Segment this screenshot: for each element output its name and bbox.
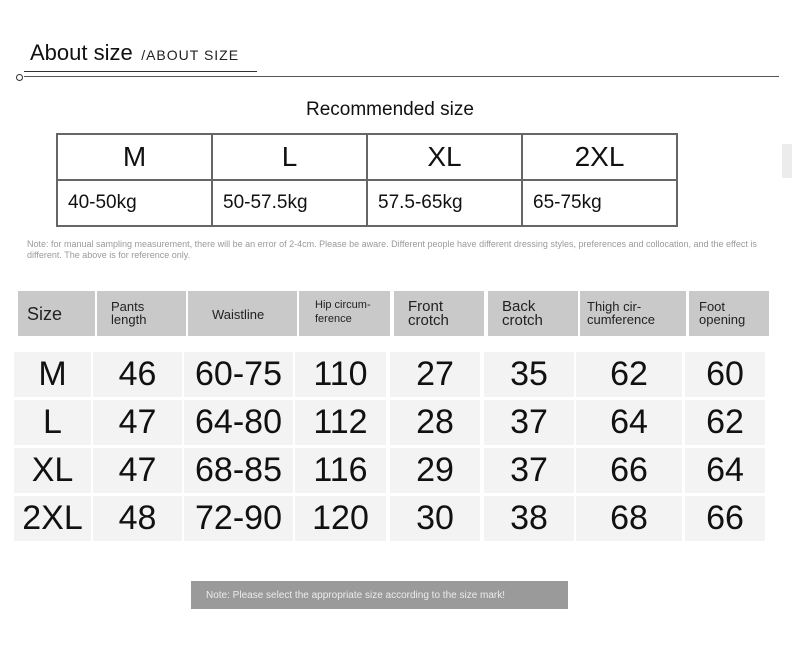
- cell-front-crotch: 30: [390, 496, 480, 541]
- about-size-title: About size: [30, 40, 133, 65]
- cell-thigh-circumference: 68: [576, 496, 682, 541]
- size-chart-row-2xl: [0, 496, 798, 541]
- cell-front-crotch: 29: [390, 448, 480, 493]
- size-chart-row-m: [0, 352, 798, 397]
- cell-foot-opening: 64: [685, 448, 765, 493]
- cell-back-crotch: 37: [484, 400, 574, 445]
- recommended-size-cell: XL: [367, 134, 522, 180]
- cell-waistline: 60-75: [184, 352, 293, 397]
- header-back-crotch-line1: Back: [502, 298, 536, 315]
- cell-waistline: 68-85: [184, 448, 293, 493]
- about-size-subtitle: /ABOUT SIZE: [141, 47, 240, 63]
- header-thigh-line2: cumference: [587, 312, 655, 327]
- cell-size: XL: [14, 448, 91, 493]
- size-chart-row-xl: [0, 448, 798, 493]
- header-front-crotch: [394, 291, 484, 336]
- header-hip-line2: ference: [315, 313, 352, 325]
- header-foot-opening-line2: opening: [699, 312, 746, 327]
- recommended-size-title: Recommended size: [306, 99, 474, 120]
- header-thigh-circumference: [580, 291, 686, 336]
- cell-thigh-circumference: 62: [576, 352, 682, 397]
- header-size: [18, 291, 95, 336]
- cell-pants-length: 47: [93, 400, 182, 445]
- cell-hip-circumference: 120: [295, 496, 386, 541]
- recommended-weight-cell: 40-50kg: [57, 180, 212, 226]
- cell-foot-opening: 60: [685, 352, 765, 397]
- recommended-weight-row: [57, 180, 677, 226]
- cell-waistline: 72-90: [184, 496, 293, 541]
- header-hip-circumference: [299, 291, 390, 336]
- cell-front-crotch: 27: [390, 352, 480, 397]
- cell-foot-opening: 66: [685, 496, 765, 541]
- recommended-weight-cell: 65-75kg: [522, 180, 677, 226]
- header-back-crotch-line2: crotch: [502, 312, 543, 329]
- header-thigh-line1: Thigh cir-: [587, 299, 642, 314]
- cell-thigh-circumference: 64: [576, 400, 682, 445]
- cell-front-crotch: 28: [390, 400, 480, 445]
- header-front-crotch-line2: crotch: [408, 312, 449, 329]
- header-waistline-label: Waistline: [212, 307, 265, 322]
- cell-foot-opening: 62: [685, 400, 765, 445]
- recommended-size-table: [56, 133, 678, 227]
- recommended-size-cell: M: [57, 134, 212, 180]
- about-size-heading: [30, 40, 239, 66]
- header-foot-opening: [689, 291, 769, 336]
- header-pants-length-line1: Pants: [111, 299, 145, 314]
- rule-dot-icon: [16, 74, 23, 81]
- heading-underline: [24, 71, 257, 72]
- cell-pants-length: 48: [93, 496, 182, 541]
- recommended-weight-cell: 57.5-65kg: [367, 180, 522, 226]
- recommended-size-cell: 2XL: [522, 134, 677, 180]
- size-chart-row-l: [0, 400, 798, 445]
- cell-size: M: [14, 352, 91, 397]
- header-foot-opening-line1: Foot: [699, 299, 726, 314]
- recommended-size-cell: L: [212, 134, 367, 180]
- header-waistline: [188, 291, 297, 336]
- cell-size: L: [14, 400, 91, 445]
- recommended-size-row: [57, 134, 677, 180]
- header-pants-length-line2: length: [111, 312, 147, 327]
- recommended-weight-cell: 50-57.5kg: [212, 180, 367, 226]
- header-size-label: Size: [27, 304, 63, 324]
- cell-hip-circumference: 110: [295, 352, 386, 397]
- cell-thigh-circumference: 66: [576, 448, 682, 493]
- header-hip-line1: Hip circum-: [315, 299, 371, 311]
- header-back-crotch: [488, 291, 578, 336]
- cell-back-crotch: 35: [484, 352, 574, 397]
- header-front-crotch-line1: Front: [408, 298, 444, 315]
- header-pants-length: [97, 291, 186, 336]
- cell-back-crotch: 37: [484, 448, 574, 493]
- cell-hip-circumference: 112: [295, 400, 386, 445]
- cell-hip-circumference: 116: [295, 448, 386, 493]
- cell-back-crotch: 38: [484, 496, 574, 541]
- cell-size: 2XL: [14, 496, 91, 541]
- cell-pants-length: 47: [93, 448, 182, 493]
- cell-waistline: 64-80: [184, 400, 293, 445]
- side-decoration: [782, 144, 792, 178]
- cell-pants-length: 46: [93, 352, 182, 397]
- measurement-note: Note: for manual sampling measurement, there will be an error of 2-4cm. Please be aware. Different people have different dressing styles, preferences and collocation, and the effect is different. The above is for reference only.: [27, 239, 757, 260]
- section-divider: [24, 76, 779, 77]
- size-selection-note: Note: Please select the appropriate size according to the size mark!: [191, 581, 568, 609]
